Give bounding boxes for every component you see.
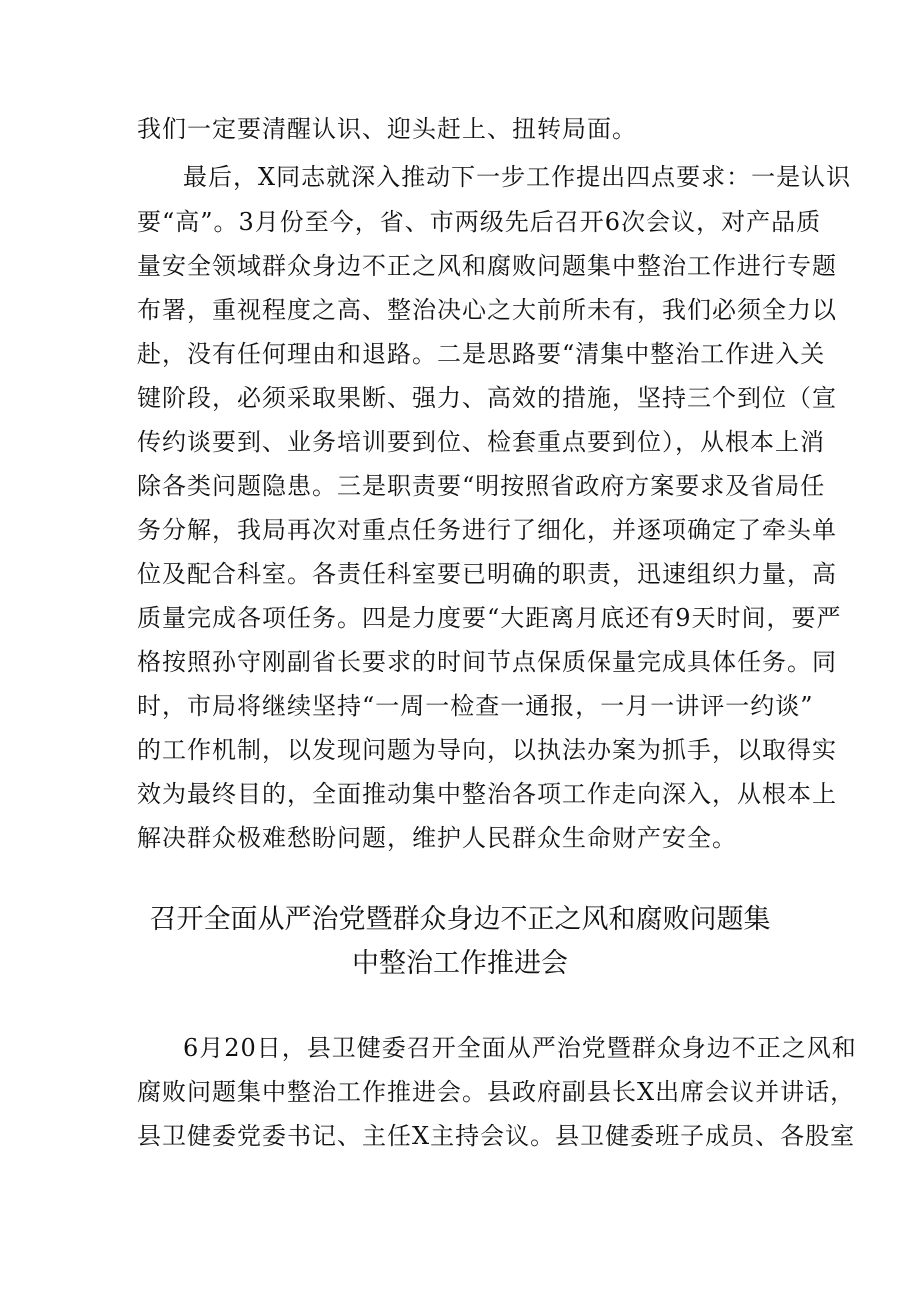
paragraph-line: 务分解，我局再次对重点任务进行了细化，并逐项确定了牵头单 xyxy=(137,516,837,544)
paragraph-line: 布署，重视程度之高、整治决心之大前所未有，我们必须全力以 xyxy=(137,296,837,324)
paragraph-line: 键阶段，必须采取果断、强力、高效的措施，坚持三个到位（宣 xyxy=(137,384,837,412)
paragraph-line: 县卫健委党委书记、主任X主持会议。县卫健委班子成员、各股室 xyxy=(137,1122,856,1150)
paragraph-line: 格按照孙守刚副省长要求的时间节点保质保量完成具体任务。同 xyxy=(137,648,837,676)
paragraph-line: 腐败问题集中整治工作推进会。县政府副县长X出席会议并讲话， xyxy=(137,1078,856,1106)
paragraph-line: 位及配合科室。各责任科室要已明确的职责，迅速组织力量，高 xyxy=(137,560,837,588)
paragraph-line: 最后，X同志就深入推动下一步工作提出四点要求：一是认识 xyxy=(183,163,852,191)
paragraph-line: 时，市局将继续坚持“一周一检查一通报，一月一讲评一约谈” xyxy=(137,692,814,720)
paragraph-line: 效为最终目的，全面推动集中整治各项工作走向深入，从根本上 xyxy=(137,780,837,808)
paragraph-line: 质量完成各项任务。四是力度要“大距离月底还有9天时间，要严 xyxy=(137,604,842,632)
section-heading-line-1: 召开全面从严治党暨群众身边不正之风和腐败问题集 xyxy=(149,904,771,935)
paragraph-line: 传约谈要到、业务培训要到位、检套重点要到位），从根本上消 xyxy=(137,428,825,456)
section-heading-line-2: 中整治工作推进会 xyxy=(352,948,568,979)
paragraph-line: 赴，没有任何理由和退路。二是思路要“清集中整治工作进入关 xyxy=(137,340,826,368)
paragraph-line: 要“高”。3月份至今，省、市两级先后召开6次会议，对产品质 xyxy=(137,208,822,236)
paragraph-line: 除各类问题隐患。三是职责要“明按照省政府方案要求及省局任 xyxy=(137,472,826,500)
paragraph-line: 的工作机制，以发现问题为导向，以执法办案为抓手，以取得实 xyxy=(137,736,837,764)
paragraph-line: 解决群众极难愁盼问题，维护人民群众生命财产安全。 xyxy=(137,824,737,852)
paragraph-line: 我们一定要清醒认识、迎头赶上、扭转局面。 xyxy=(137,115,637,143)
paragraph-line: 量安全领域群众身边不正之风和腐败问题集中整治工作进行专题 xyxy=(137,252,837,280)
paragraph-line: 6月20日，县卫健委召开全面从严治党暨群众身边不正之风和 xyxy=(183,1034,857,1062)
